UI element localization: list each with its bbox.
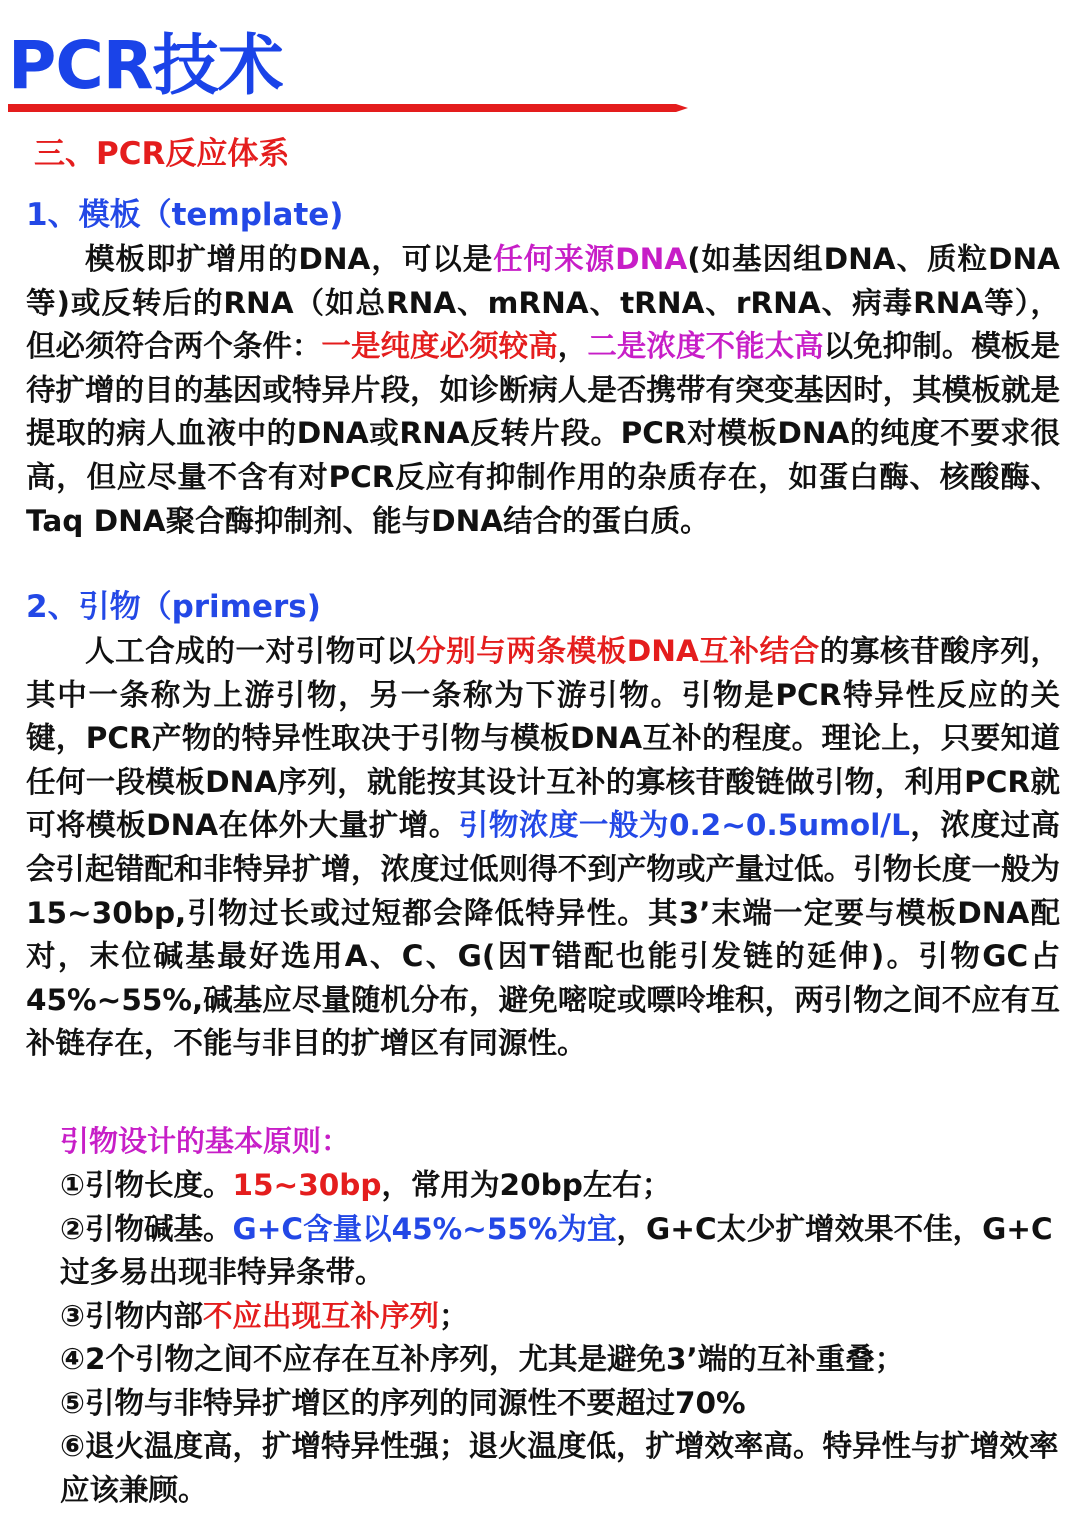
principle-2-text-a: ②引物碱基。	[60, 1211, 233, 1246]
primers-heading: 2、引物（primers)	[26, 589, 321, 625]
principle-item-annealing: ⑥退火温度高，扩增特异性强；退火温度低，扩增效率高。特异性与扩增效率应该兼顾。	[60, 1429, 1059, 1507]
template-heading: 1、模板（template)	[26, 197, 344, 233]
template-highlight-purity: 一是纯度必须较高	[321, 329, 558, 364]
principle-1-highlight: 15~30bp	[232, 1168, 382, 1202]
primers-text-3: ，浓度过高会引起错配和非特异扩增，浓度过低则得不到产物或产量过低。引物长度一般为15~30bp,引物过长或过短都会降低特异性。其3’末端一定要与模板DNA配对，末位碱基最好选用A、C、G(因T错配也能引发链的延伸)。引物GC占45%~55%,碱基应尽量随机分布，避免嘧啶或嘌呤堆积，两引物之间不应有互补链存在，不能与非目的扩增区有同源性。	[26, 808, 1060, 1061]
template-highlight-any-source: 任何来源DNA	[493, 242, 688, 276]
principle-2-text-b: ，G+C太少扩增效果不佳，G+C过多易出现非特异条带。	[60, 1211, 1053, 1289]
principle-1-text-b: ，常用为20bp左右；	[381, 1168, 672, 1202]
principle-3-text-b: ；	[439, 1298, 469, 1333]
primers-text-1: 人工合成的一对引物可以	[85, 634, 417, 668]
template-text-1: 模板即扩增用的DNA，可以是	[85, 242, 494, 276]
template-text-2: (如基因组DNA、质粒DNA等)或反转后的RNA（如总RNA、mRNA、tRNA、rRNA、病毒RNA等），但必须符合两个条件：	[26, 242, 1061, 364]
principle-3-highlight: 不应出现互补序列	[202, 1298, 439, 1333]
principle-item-length	[60, 1164, 1060, 1208]
primers-text-2: 的寡核苷酸序列，其中一条称为上游引物，另一条称为下游引物。引物是PCR特异性反应的关键，PCR产物的特异性取决于引物与模板DNA互补的程度。理论上，只要知道任何一段模板DNA序列，就能按其设计互补的寡核苷酸链做引物，利用PCR就可将模板DNA在体外大量扩增。	[26, 634, 1060, 843]
principle-item-pair: ④2个引物之间不应存在互补序列，尤其是避免3’端的互补重叠；	[60, 1342, 905, 1376]
template-paragraph	[26, 238, 1060, 543]
principle-1-text-a: ①引物长度。	[60, 1168, 233, 1202]
primers-highlight-complementary: 分别与两条模板DNA互补结合	[416, 634, 820, 668]
primers-highlight-concentration: 引物浓度一般为0.2~0.5umol/L	[458, 808, 910, 843]
section-title: 三、PCR反应体系	[34, 136, 290, 172]
principle-item-homology: ⑤引物与非特异扩增区的序列的同源性不要超过70%	[60, 1385, 746, 1420]
primers-paragraph	[26, 630, 1060, 1066]
principle-3-text-a: ③引物内部	[60, 1298, 203, 1333]
principles-list	[60, 1164, 1060, 1512]
principle-2-highlight: G+C含量以45%~55%为宜	[232, 1211, 617, 1246]
principles-title: 引物设计的基本原则：	[60, 1124, 351, 1158]
page-title: PCR技术	[8, 27, 283, 104]
template-text-4: 以免抑制。模板是待扩增的目的基因或特异片段，如诊断病人是否携带有突变基因时，其模板就是提取的病人血液中的DNA或RNA反转片段。PCR对模板DNA的纯度不要求很高，但应尽量不含有对PCR反应有抑制作用的杂质存在，如蛋白酶、核酸酶、Taq DNA聚合酶抑制剂、能与DNA结合的蛋白质。	[26, 329, 1060, 538]
template-highlight-concentration: 二是浓度不能太高	[587, 329, 824, 364]
principle-item-internal	[60, 1295, 1060, 1339]
principle-item-bases	[60, 1208, 1060, 1295]
template-text-3: ，	[557, 329, 588, 364]
title-arrow-rule	[8, 98, 688, 118]
